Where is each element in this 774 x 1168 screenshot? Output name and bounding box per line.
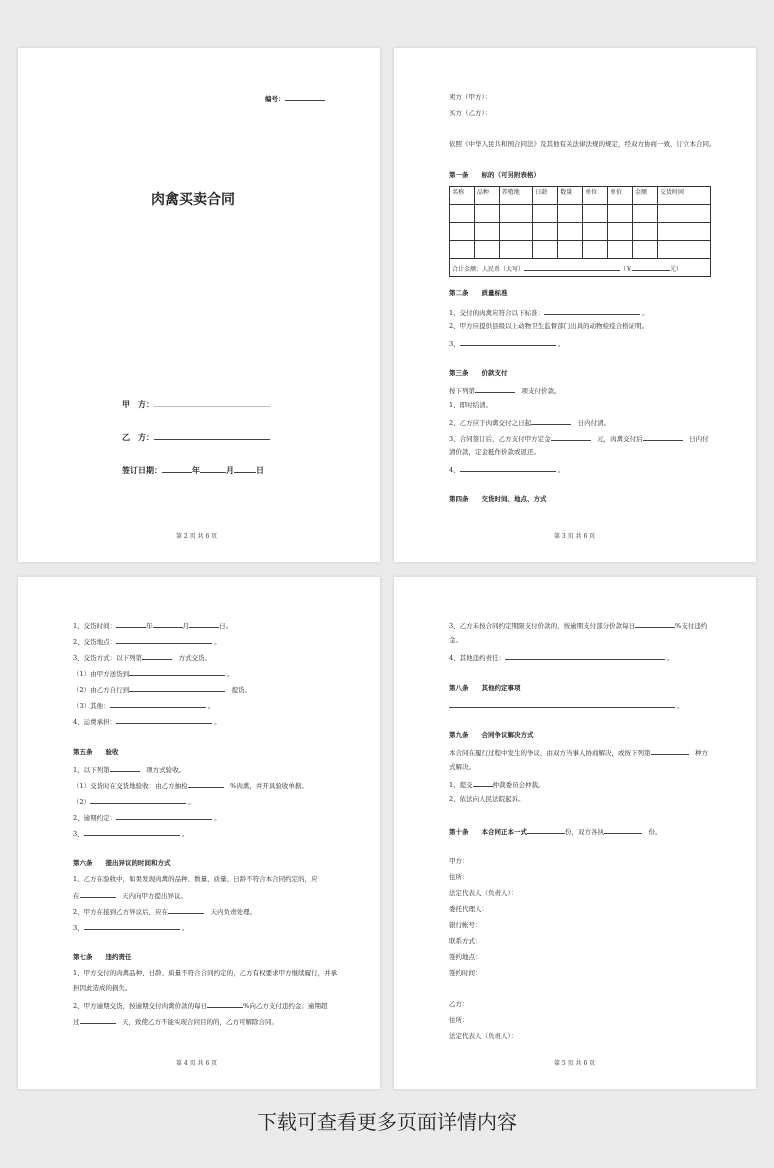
blank-line [80,890,116,898]
sign-field: 住所： [449,1016,469,1024]
sign-field: 签约地点： [449,953,482,961]
year-label: 年 [192,465,200,475]
table-cell [608,205,633,223]
contract-number-label: 编号： [265,95,285,103]
table-cell [632,223,657,241]
article-9-title: 第九条 合同争议解决方式 [449,731,534,739]
article-2-title: 第二条 质量标准 [449,289,508,297]
table-cell [583,223,608,241]
total-number-line [632,263,670,271]
delivery-option-3-text: （3）其他： [73,702,110,710]
page-number: 第 2 页 共 6 页 [176,533,218,540]
blank-line [110,700,206,708]
article-6-item-1-cont-a: 在 [73,892,80,900]
page-number: 第 4 页 共 6 页 [176,1060,218,1067]
blank-line [604,826,642,834]
delivery-option-2-a: （2）由乙方自行到 [73,686,130,694]
goods-table [449,186,711,277]
blank-line [129,684,225,692]
article-7-item-1-cont: 担因此造成的损失。 [73,984,132,992]
blank-line [188,780,224,788]
table-cell [533,241,558,259]
article-8-blank: 。 [449,700,684,710]
blank-line [207,1000,243,1008]
article-9-item-1-b: 仲裁委员会仲裁。 [492,781,545,789]
blank-line [80,1016,116,1024]
delivery-option-2-b: 提货。 [231,686,252,694]
table-cell [533,223,558,241]
article-8-title: 第八条 其他约定事项 [449,684,521,692]
watermark [67,363,123,423]
blank-line [643,433,683,441]
blank-line [460,338,556,346]
article-10-c: 份。 [648,828,662,836]
table-total-row [450,259,711,277]
article-3-item-3-a: 3、合同签订后，乙方支付甲方定金 [449,435,551,443]
article-5-item-1-2-text: （2） [73,798,91,806]
article-6-item-1-cont [73,890,187,900]
article-7-item-2-c: 过 [73,1018,80,1026]
article-5-item-1-1 [73,780,308,790]
article-9-item-1 [449,779,545,789]
blank-line [544,307,640,315]
delivery-method [73,652,211,662]
sign-field: 银行帐号： [449,921,482,929]
contract-number-line [285,93,325,101]
table-row [450,223,711,241]
blank-line [129,668,225,676]
article-9-item-1-a: 1、提交 [449,781,473,789]
table-header-cell: 单价 [608,187,633,205]
table-cell [558,205,583,223]
delivery-time [73,620,232,630]
table-cell [499,205,533,223]
table-cell [450,205,475,223]
blank-line [116,812,212,820]
table-cell [499,223,533,241]
total-prefix: 合计金额：人民币（大写） [452,265,525,273]
buyer-line: 买方（乙方）： [449,109,492,117]
sign-date-label: 签订日期： [122,465,162,475]
freight: 4、运费承担： 。 [73,718,221,726]
article-3-item-3 [449,433,709,443]
article-7-item-3-a: 3、乙方未按合同约定期限支付价款的，按逾期支付部分价款每日 [449,622,636,630]
page-4 [18,577,380,1089]
party-a-row [122,399,270,410]
blank-line [449,700,675,708]
article-4-title: 第四条 交货时间、地点、方式 [449,495,547,503]
article-5-item-1-a: 1、以下列第 [73,766,110,774]
sign-date-row [122,465,264,476]
table-cell [583,241,608,259]
article-9-item-2: 2、依法向人民法院起诉。 [449,795,525,803]
table-row [450,205,711,223]
sign-field: 委托代理人： [449,905,488,913]
blank-line [527,826,565,834]
table-cell [450,241,475,259]
article-7-item-2-cont [73,1016,278,1026]
table-cell [474,241,499,259]
delivery-place: 2、交货地点： 。 [73,638,221,646]
table-header-cell: 数量 [558,187,583,205]
table-cell [658,241,711,259]
article-7-item-4-text: 4、其他违约责任： [449,654,506,662]
article-7-item-4: 4、其他违约责任： 。 [449,654,674,662]
article-3-item-2-a: 2、乙方应于肉禽交付之日起 [449,419,532,427]
table-cell [658,205,711,223]
table-cell [658,223,711,241]
table-cell [608,223,633,241]
delivery-option-2 [73,684,251,694]
article-5-item-1-1-b: %肉禽，并开具验收单据。 [230,782,308,790]
blank-line [84,828,180,836]
total-suffix: 元） [670,265,683,273]
sign-field: 联系方式： [449,937,482,945]
party-b-line [154,432,270,440]
article-9-intro-a: 本合同在履行过程中发生的争议，由双方当事人协商解决，或按下列第 [449,749,651,757]
sign-field: 法定代表人（负责人）： [449,1032,518,1040]
blank-line [651,747,689,755]
article-2-item-2: 2、甲方应提供县级以上动物卫生监督部门出具的动物检疫合格证明。 [449,322,649,330]
blank-line [531,417,571,425]
article-5-item-1-2: （2） 。 [73,798,195,806]
article-7-title: 第七条 违约责任 [73,953,132,961]
table-header-cell: 养殖地 [499,187,533,205]
seller-line: 卖方（甲方）： [449,93,492,101]
blank-line [168,906,204,914]
blank-line [110,764,140,772]
article-2-item-1-text: 1、交付的肉禽应符合以下标准： [449,309,545,317]
delivery-option-1: （1）由甲方送货到 。 [73,670,234,678]
article-7-item-2 [73,1000,327,1010]
day-label: 日 [256,465,264,475]
article-3-item-4-text: 4、 [449,466,460,474]
article-3-item-3-cont: 清价款，定金抵作价款或返还。 [449,448,540,456]
blank-line [635,620,675,628]
blank-line [153,620,183,628]
blank-line [142,652,172,660]
article-6-item-3: 3、 。 [73,924,189,932]
delivery-place-label: 2、交货地点： [73,638,117,646]
table-cell [632,241,657,259]
party-b-row [122,432,270,443]
blank-line [116,636,212,644]
delivery-option-1-text: （1）由甲方送货到 [73,670,130,678]
table-cell [632,205,657,223]
article-10-a: 第十条 本合同正本一式 [449,828,527,836]
intro-paragraph: 依照《中华人民共和国合同法》及其他有关法律法规的规定，经双方协商一致，订立本合同。 [449,140,716,148]
article-7-item-3-b: %支付违约 [675,622,708,630]
article-3-item-4: 4、 。 [449,466,565,474]
sign-field: 乙方： [449,1000,469,1008]
month-line [200,465,226,473]
article-3-item-3-c: 日内付 [689,435,709,443]
page-2 [18,48,380,562]
month-label: 月 [226,465,234,475]
article-3-item-2 [449,417,610,427]
contract-title: 肉禽买卖合同 [151,192,235,208]
year-line [162,465,192,473]
article-3-choice-b: 项支付价款。 [521,387,561,395]
table-header-cell: 单位 [583,187,608,205]
article-6-item-3-text: 3、 [73,924,84,932]
blank-line [475,385,515,393]
article-7-item-3 [449,620,707,630]
table-header-cell: 交货时间 [658,187,711,205]
sign-field: 住所： [449,873,469,881]
blank-line [505,652,665,660]
blank-line [460,464,556,472]
article-3-title: 第三条 价款支付 [449,369,508,377]
delivery-method-a: 3、交货方式：以下列第 [73,654,143,662]
table-cell [474,205,499,223]
article-3-item-1: 1、即时结清。 [449,401,493,409]
article-2-item-3-text: 3、 [449,340,460,348]
article-5-item-1-b: 项方式验收。 [146,766,186,774]
blank-line [189,620,219,628]
article-2-item-3: 3、 。 [449,340,565,348]
page-3 [394,48,756,562]
blank-line [551,433,591,441]
article-3-choice [449,385,561,395]
month-label: 月 [182,622,190,630]
table-cell [474,223,499,241]
total-words-line [524,263,620,271]
article-5-item-2: 2、逾期约定： 。 [73,814,221,822]
article-3-item-2-b: 日内付清。 [577,419,611,427]
table-cell [450,223,475,241]
table-header-cell: 名称 [450,187,475,205]
table-header-row [450,187,711,205]
blank-line [90,796,186,804]
day-line [234,465,256,473]
freight-label: 4、运费承担： [73,718,117,726]
article-5-item-3-text: 3、 [73,830,84,838]
sign-field: 甲方： [449,857,469,865]
blank-line [116,716,212,724]
article-7-item-2-a: 2、甲方逾期交货，按逾期交付肉禽价款的每日 [73,1002,208,1010]
article-5-item-1-1-a: （1）交货时在交货地验收：由乙方抽检 [73,782,188,790]
article-6-title: 第六条 提出异议的时间和方式 [73,859,171,867]
article-5-item-1 [73,764,185,774]
article-6-item-1-cont-b: 天内向甲方提出异议。 [122,892,187,900]
page-5 [394,577,756,1089]
article-7-item-3-cont: 金。 [449,636,462,644]
article-10-b: 份，双方各执 [565,828,604,836]
download-prompt: 下载可查看更多页面详情内容 [257,1110,517,1134]
article-2-item-1: 1、交付的肉禽应符合以下标准： 。 [449,309,649,317]
delivery-method-b: 方式交货。 [178,654,212,662]
delivery-option-3: （3）其他： 。 [73,702,215,710]
article-6-item-2 [73,906,256,916]
blank-line [84,922,180,930]
table-header-cell: 日龄 [533,187,558,205]
party-a-label: 甲 方： [122,399,154,409]
party-b-label: 乙 方： [122,432,154,442]
article-6-item-2-a: 2、甲方在接到乙方异议后，应在 [73,908,169,916]
table-cell [608,241,633,259]
article-3-choice-a: 按下列第 [449,387,475,395]
article-7-item-1: 1、甲方交付的肉禽品种、日龄、质量不符合合同约定的，乙方有权要求甲方继续履行，并承 [73,969,338,977]
table-header-cell: 金额 [632,187,657,205]
article-1-title: 第一条 标的（可另附表格） [449,171,540,179]
table-cell [499,241,533,259]
party-a-line [154,399,270,407]
article-5-title: 第五条 验收 [73,748,119,756]
table-cell [558,223,583,241]
article-9-intro-cont: 式解决。 [449,763,475,771]
table-header-cell: 品种 [474,187,499,205]
table-cell [558,241,583,259]
blank-line [116,620,146,628]
page-number: 第 3 页 共 6 页 [554,533,596,540]
article-5-item-2-text: 2、逾期约定： [73,814,117,822]
page-number: 第 5 页 共 6 页 [554,1060,596,1067]
article-7-item-2-b: %向乙方支付违约金；逾期超 [243,1002,328,1010]
table-cell [583,205,608,223]
day-label: 日。 [219,622,233,630]
article-10 [449,826,662,836]
sign-field: 签约时间： [449,969,482,977]
article-3-item-3-b: 元，肉禽交付后 [597,435,643,443]
total-mid: （￥ [620,265,633,273]
table-row [450,241,711,259]
article-9-intro [449,747,708,757]
table-cell [533,205,558,223]
article-6-item-1: 1、乙方在验收中，如果发现肉禽的品种、数量、质量、日龄不符合本合同约定的，应 [73,875,318,883]
article-9-intro-b: 种方 [695,749,708,757]
contract-number [265,93,325,103]
sign-field: 法定代表人（负责人）： [449,889,518,897]
table-total-cell [450,259,711,277]
article-5-item-3: 3、 。 [73,830,189,838]
article-6-item-2-b: 天内负责处理。 [210,908,257,916]
year-label: 年 [146,622,153,630]
blank-line [473,779,493,787]
article-7-item-2-d: 天，致使乙方不能实现合同目的的，乙方可解除合同。 [122,1018,278,1026]
delivery-time-label: 1、交货时间： [73,622,117,630]
